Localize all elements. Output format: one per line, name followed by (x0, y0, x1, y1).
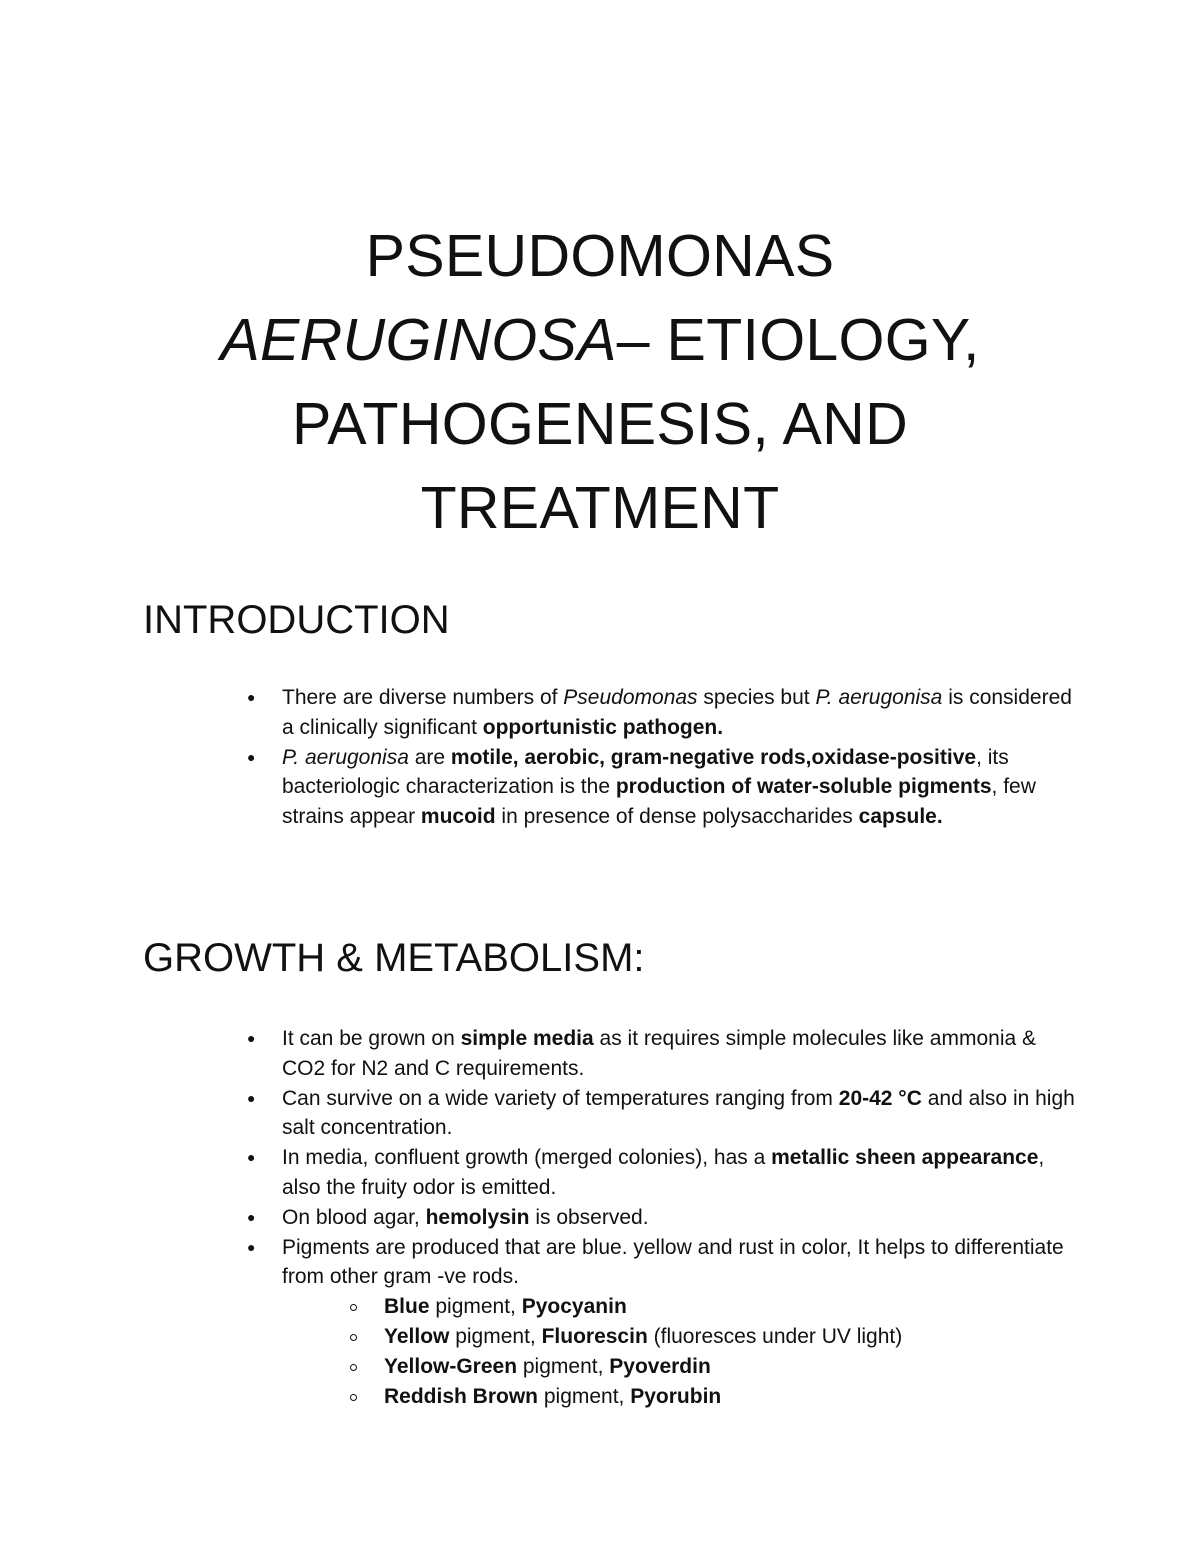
text: It can be grown on (282, 1027, 461, 1050)
document-title (160, 214, 1040, 550)
pigment-sublist (384, 1292, 1082, 1411)
hollow-bullet-icon (350, 1364, 357, 1371)
hollow-bullet-icon (350, 1394, 357, 1401)
title-line-4: TREATMENT (420, 475, 780, 541)
list-item (247, 743, 1082, 832)
text: pigment, (449, 1324, 542, 1348)
text: , its bacteriologic characterization is the (282, 745, 1009, 799)
italic-text: P. aerugonisa (282, 745, 409, 769)
text: Can survive on a wide variety of temperatures ranging from (282, 1086, 839, 1110)
bold-text: Pyocyanin (521, 1295, 627, 1319)
title-line-3: PATHOGENESIS, AND (292, 391, 908, 457)
sublist-item (384, 1322, 1082, 1352)
text: and also in high salt concentration. (282, 1086, 1075, 1140)
text: pigment, (517, 1354, 610, 1378)
text: species but (697, 686, 816, 709)
text: in presence of dense polysaccharides (495, 805, 859, 829)
bullet-icon: ● (247, 1149, 256, 1166)
text: There are diverse numbers of (282, 686, 564, 709)
bold-text: Yellow (384, 1324, 450, 1348)
text: is considered a clinically significant (282, 686, 1072, 739)
list-item (247, 1233, 1082, 1412)
bold-text: hemolysin (425, 1205, 530, 1229)
text: In media, confluent growth (merged colonies), has a (282, 1146, 772, 1170)
text: On blood agar, (282, 1205, 426, 1229)
text: as it requires simple molecules like ammonia & CO2 for N2 and C requirements. (282, 1027, 1037, 1080)
list-item (247, 1084, 1082, 1144)
bold-text: Fluorescin (541, 1324, 648, 1348)
bold-text: motile, aerobic, gram-negative rods,oxidase-positive (450, 745, 977, 769)
sublist-item (384, 1382, 1082, 1412)
title-line-1: PSEUDOMONAS (365, 223, 835, 289)
bold-text: capsule. (858, 805, 943, 829)
bold-text: Yellow-Green (384, 1354, 518, 1378)
bullet-icon: ● (247, 1030, 256, 1046)
title-line-2-rest: – ETIOLOGY, (616, 307, 980, 373)
bullet-icon: ● (247, 1208, 256, 1225)
bold-text: simple media (460, 1027, 594, 1050)
italic-text: P. aerugonisa (815, 686, 943, 709)
list-item (247, 1203, 1082, 1233)
bold-text: Blue (384, 1295, 430, 1319)
list-item (247, 683, 1082, 743)
text: pigment, (538, 1384, 631, 1408)
text: Pigments are produced that are blue. yellow and rust in color, It helps to differentiate from other gram -ve rods. (282, 1235, 1064, 1289)
sublist-item (384, 1292, 1082, 1322)
bullet-icon: ● (247, 689, 256, 705)
text: are (408, 745, 451, 769)
text: pigment, (429, 1295, 522, 1319)
bold-text: production of water-soluble pigments (615, 775, 992, 799)
bold-text: Pyoverdin (609, 1354, 711, 1378)
introduction-list (247, 683, 1082, 832)
sublist-item (384, 1352, 1082, 1382)
bullet-icon: ● (247, 1238, 256, 1255)
text: is observed. (529, 1205, 649, 1229)
list-item (247, 1024, 1082, 1084)
bold-text: 20-42 °C (838, 1086, 922, 1110)
bold-text: Reddish Brown (384, 1384, 539, 1408)
section-heading-introduction: INTRODUCTION (143, 598, 450, 642)
bold-text: Pyorubin (630, 1384, 722, 1408)
text: (fluoresces under UV light) (647, 1324, 903, 1348)
text: , few strains appear (282, 775, 1036, 829)
hollow-bullet-icon (350, 1334, 357, 1341)
growth-metabolism-list (247, 1024, 1082, 1411)
list-item (247, 1143, 1082, 1203)
bullet-icon: ● (247, 1089, 256, 1106)
section-heading-growth-metabolism: GROWTH & METABOLISM: (143, 936, 645, 980)
bold-text: metallic sheen appearance (771, 1146, 1039, 1170)
hollow-bullet-icon (350, 1304, 357, 1311)
bold-text: mucoid (420, 805, 496, 829)
text: , also the fruity odor is emitted. (282, 1146, 1045, 1199)
title-italic-species: AERUGINOSA (220, 307, 617, 373)
bold-text: opportunistic pathogen. (482, 715, 724, 739)
italic-text: Pseudomonas (563, 686, 698, 709)
bullet-icon: ● (247, 748, 256, 765)
